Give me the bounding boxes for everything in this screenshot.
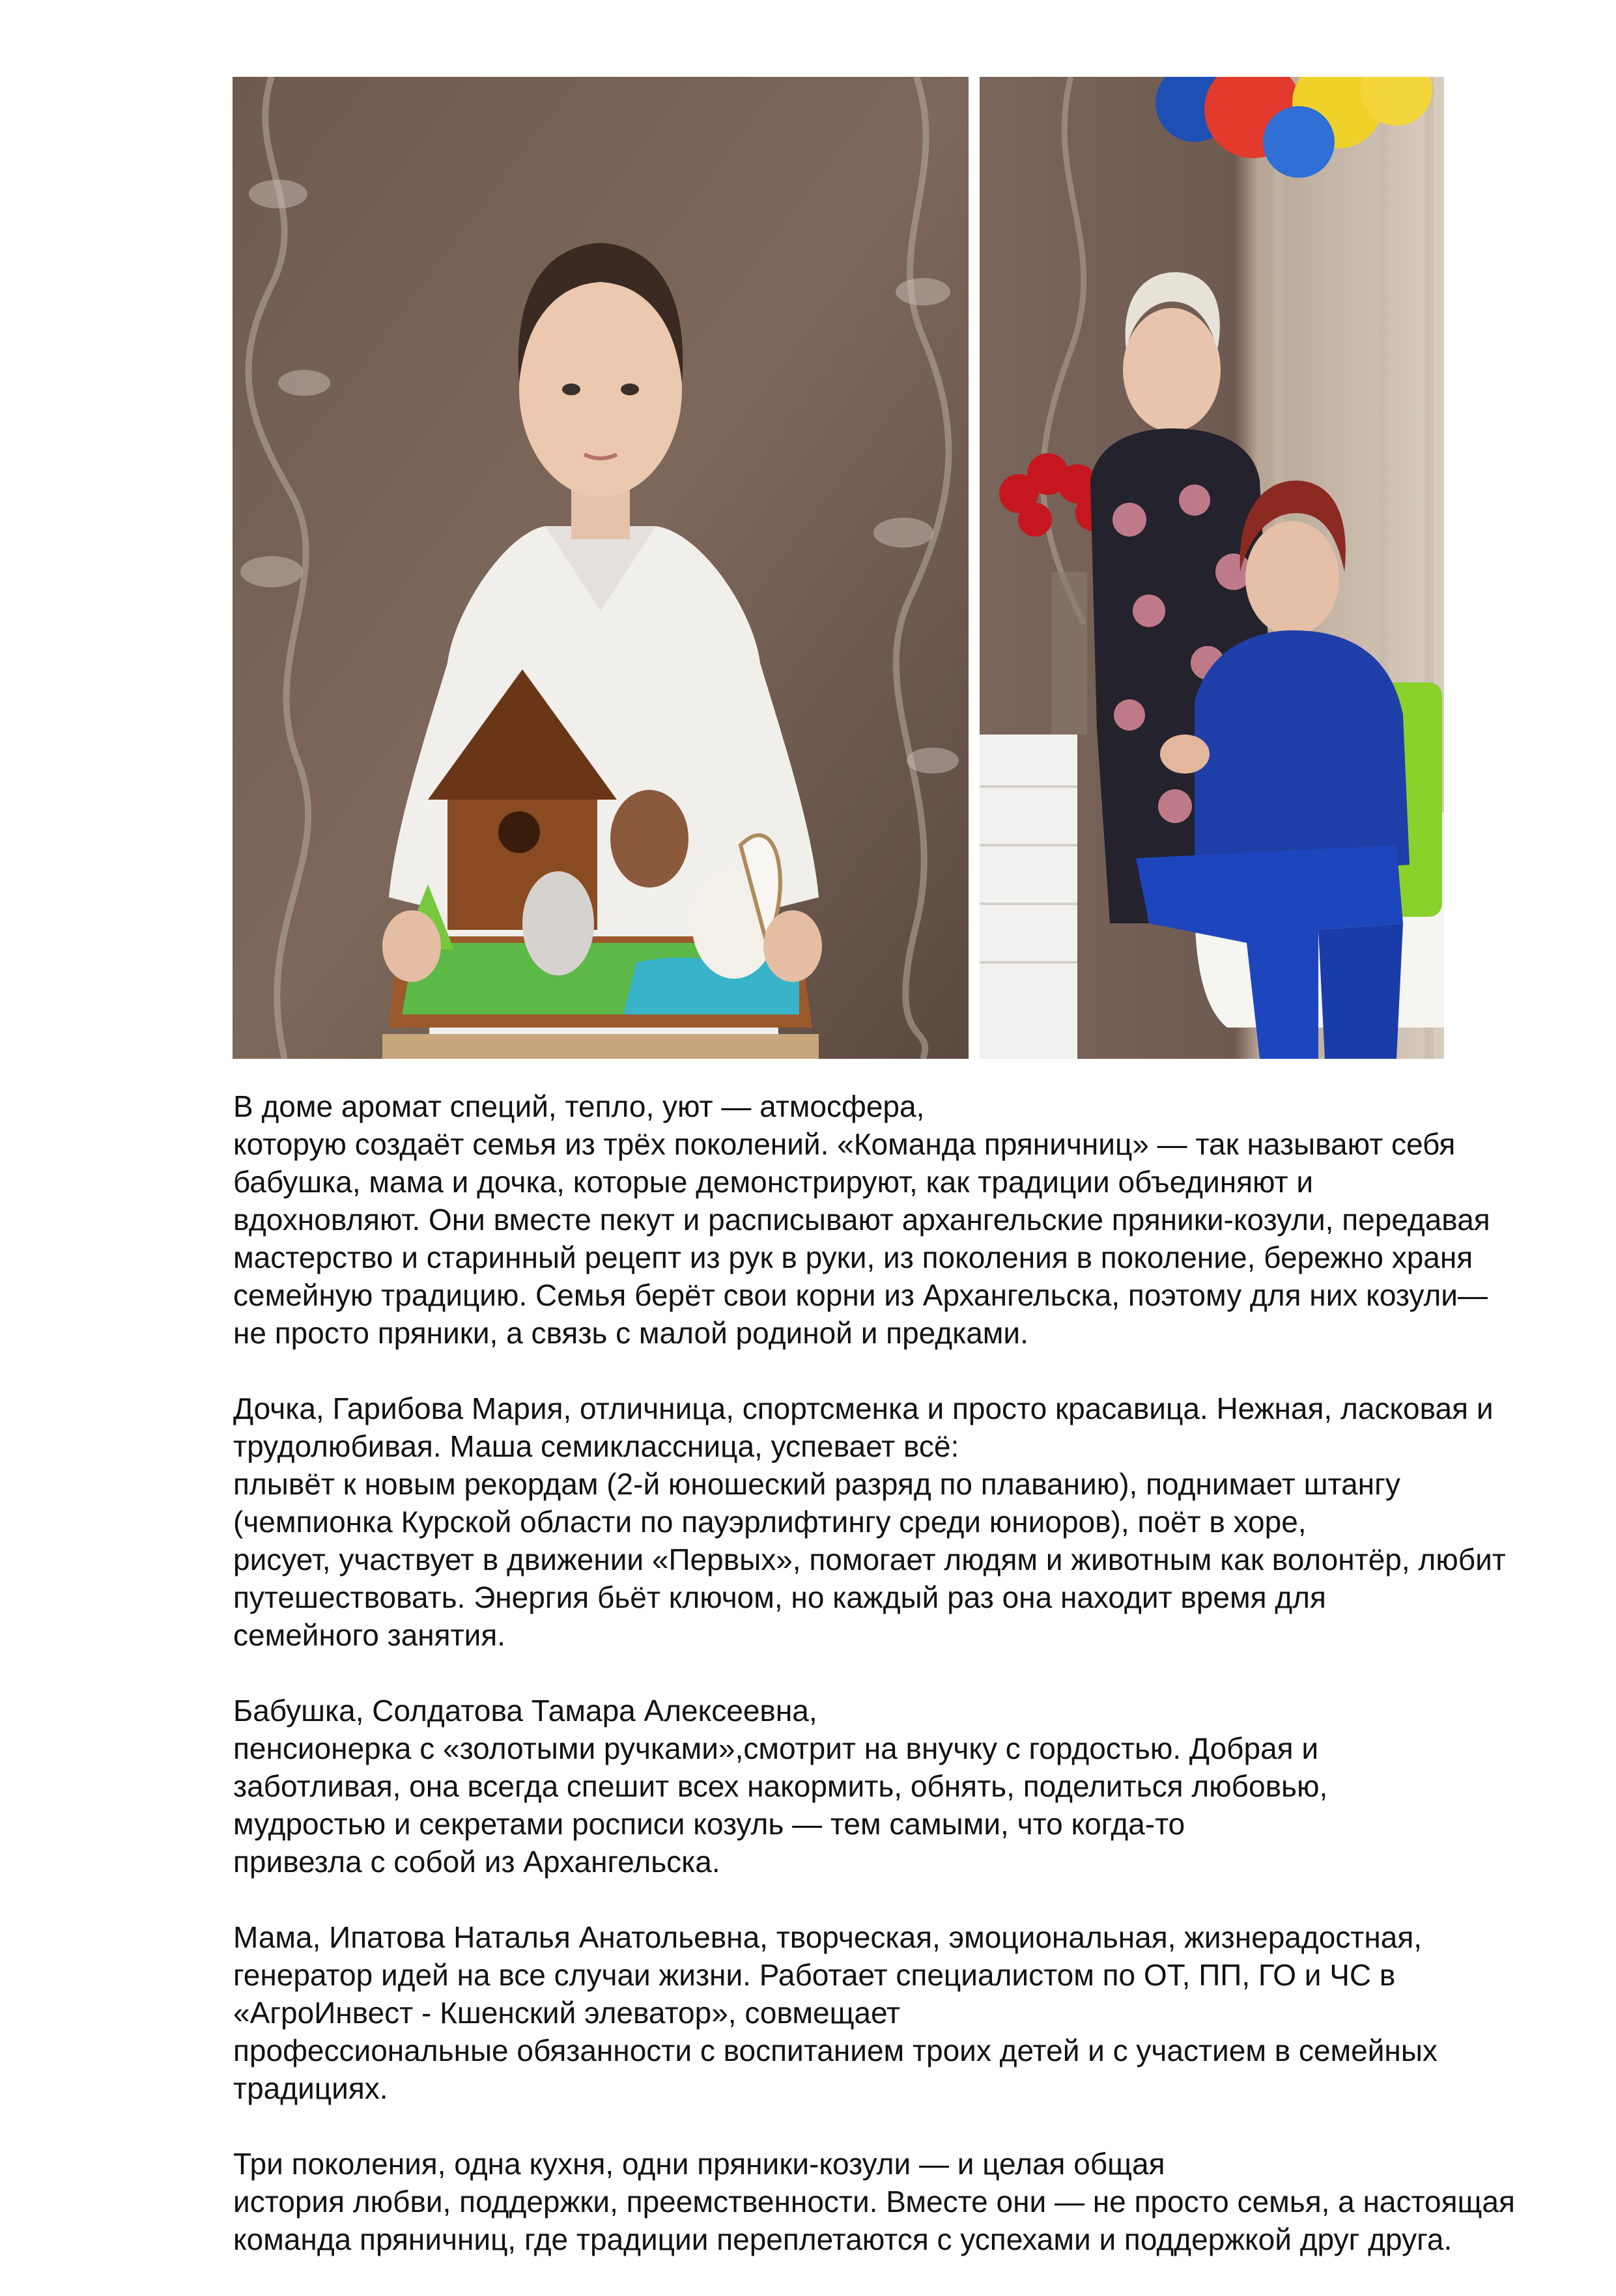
text-line: В доме аромат специй, тепло, уют — атмосфера,: [233, 1089, 925, 1123]
paragraph-daughter: [233, 1390, 1549, 1654]
text-line: семейную традицию. Семья берёт свои корни из Архангельска, поэтому для них козули—: [233, 1278, 1488, 1312]
text-line: мудростью и секретами росписи козуль — тем самыми, что когда-то: [233, 1807, 1185, 1841]
photo-mother-and-grandmother: [980, 77, 1444, 1059]
text-line: семейного занятия.: [233, 1618, 506, 1652]
article-text: [233, 1087, 1549, 2296]
text-line: профессиональные обязанности с воспитанием троих детей и с участием в семейных: [233, 2034, 1438, 2067]
text-line: путешествовать. Энергия бьёт ключом, но каждый раз она находит время для: [233, 1580, 1326, 1614]
photo-mother-grandmother-image: [980, 77, 1444, 1059]
text-line: привезла с собой из Архангельска.: [233, 1845, 720, 1879]
text-line: генератор идей на все случаи жизни. Работает специалистом по ОТ, ПП, ГО и ЧС в: [233, 1958, 1396, 1992]
photo-girl-image: [233, 77, 969, 1059]
text-line: «АгроИнвест - Кшенский элеватор», совмещает: [233, 1996, 901, 2030]
text-line: история любви, поддержки, преемственности. Вместе они — не просто семья, а настоящая: [233, 2185, 1515, 2219]
text-line: бабушка, мама и дочка, которые демонстрируют, как традиции объединяют и: [233, 1165, 1314, 1199]
text-line: плывёт к новым рекордам (2-й юношеский разряд по плаванию), поднимает штангу: [233, 1467, 1400, 1501]
text-line: рисует, участвует в движении «Первых», помогает людям и животным как волонтёр, любит: [233, 1543, 1506, 1576]
text-line: традициях.: [233, 2071, 388, 2105]
text-line: мастерство и старинный рецепт из рук в руки, из поколения в поколение, бережно храня: [233, 1240, 1473, 1274]
photo-girl-with-gingerbread: [233, 77, 969, 1059]
text-line: трудолюбивая. Маша семиклассница, успевает всё:: [233, 1429, 959, 1463]
paragraph-grandmother: [233, 1692, 1549, 1881]
paragraph-conclusion: [233, 2145, 1549, 2258]
paragraph-mother: [233, 1918, 1549, 2107]
text-line: Три поколения, одна кухня, одни пряники-козули — и целая общая: [233, 2147, 1165, 2181]
text-line: пенсионерка с «золотыми ручками»,смотрит на внучку с гордостью. Добрая и: [233, 1731, 1319, 1765]
text-line: которую создаёт семья из трёх поколений. «Команда пряничниц» — так называют себя: [233, 1127, 1456, 1161]
text-line: (чемпионка Курской области по пауэрлифтингу среди юниоров), поёт в хоре,: [233, 1505, 1307, 1539]
text-line: не просто пряники, а связь с малой родиной и предками.: [233, 1316, 1028, 1350]
text-line: Дочка, Гарибова Мария, отличница, спортсменка и просто красавица. Нежная, ласковая и: [233, 1392, 1494, 1425]
text-line: Мама, Ипатова Наталья Анатольевна, творческая, эмоциональная, жизнерадостная,: [233, 1920, 1423, 1954]
text-line: заботливая, она всегда спешит всех накормить, обнять, поделиться любовью,: [233, 1769, 1328, 1803]
text-line: Бабушка, Солдатова Тамара Алексеевна,: [233, 1694, 817, 1728]
text-line: вдохновляют. Они вместе пекут и расписывают архангельские пряники-козули, передавая: [233, 1203, 1490, 1237]
text-line: команда пряничниц, где традиции переплетаются с успехами и поддержкой друг друга.: [233, 2222, 1453, 2256]
paragraph-intro: [233, 1087, 1549, 1352]
